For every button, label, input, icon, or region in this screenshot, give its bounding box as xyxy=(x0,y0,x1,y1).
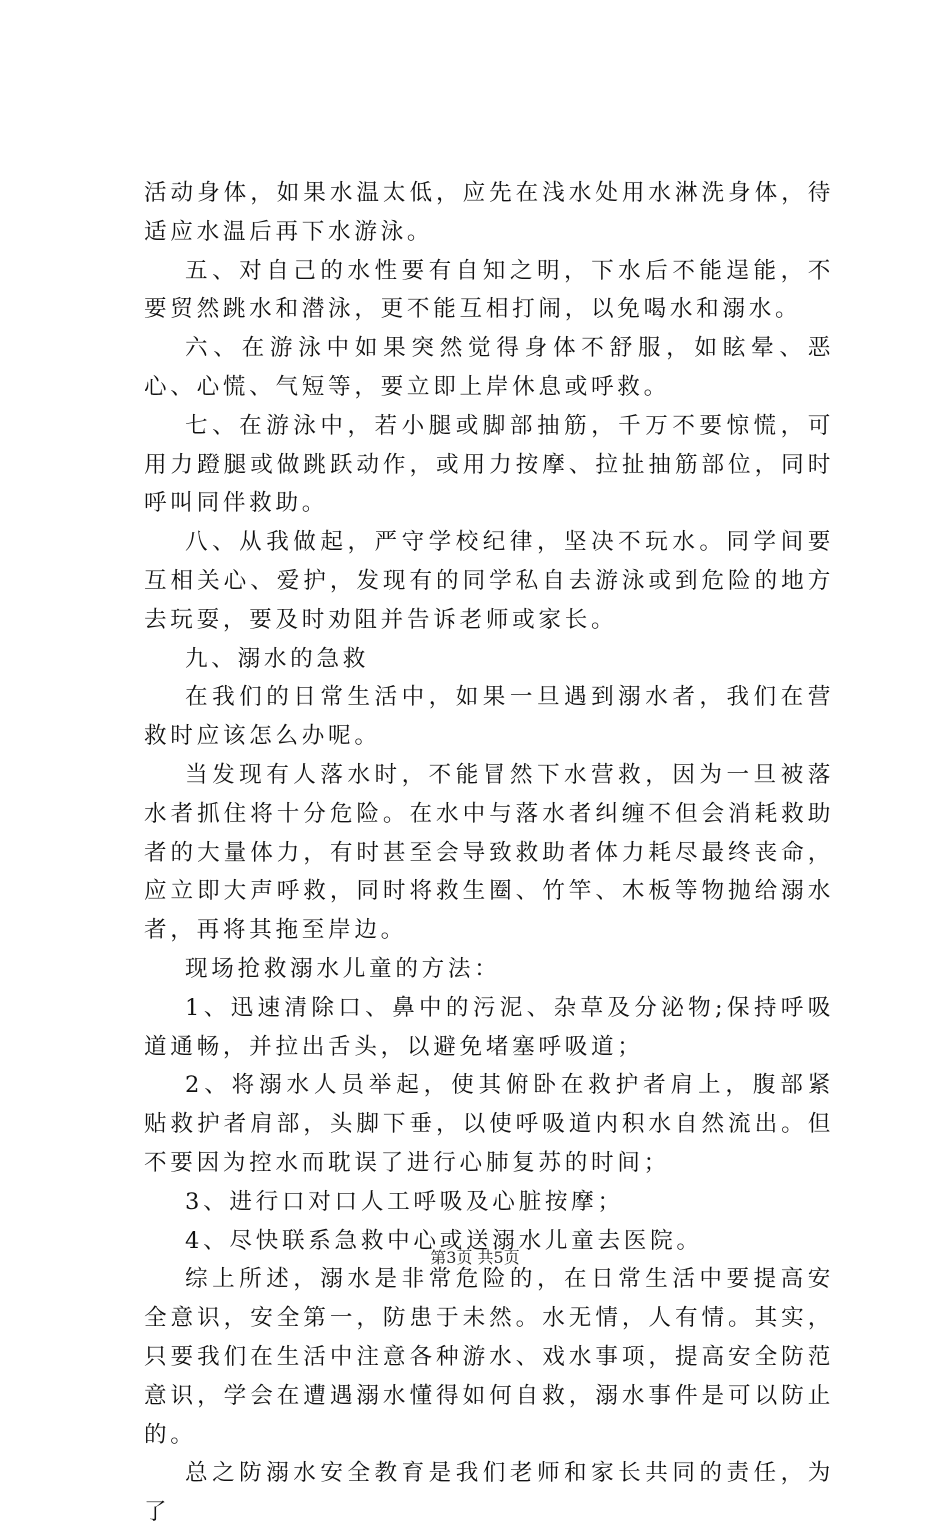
page-number-label: 第3页 共5页 xyxy=(430,1248,520,1267)
paragraph-summary: 综上所述，溺水是非常危险的，在日常生活中要提高安全意识，安全第一，防患于未然。水无情，人有情。其实，只要我们在生活中注意各种游水、戏水事项，提高安全防范意识，学会在遭遇溺水懂得如何自救，溺水事件是可以防止的。 xyxy=(144,1266,834,1448)
list-item-3: 3、进行口对口人工呼吸及心脏按摩； xyxy=(185,1188,624,1215)
list-item-2: 2、将溺水人员举起，使其俯卧在救护者肩上，腹部紧贴救护者肩部，头脚下垂，以使呼吸道内积水自然流出。但不要因为控水而耽误了进行心肺复苏的时间； xyxy=(144,1072,834,1176)
paragraph-item-6: 六、在游泳中如果突然觉得身体不舒服，如眩晕、恶心、心慌、气短等，要立即上岸休息或呼救。 xyxy=(144,335,834,400)
section-heading-first-aid: 九、溺水的急救 xyxy=(185,645,370,672)
paragraph-rescue-advice: 当发现有人落水时，不能冒然下水营救，因为一旦被落水者抓住将十分危险。在水中与落水者纠缠不但会消耗救助者的大量体力，有时甚至会导致救助者体力耗尽最终丧命，应立即大声呼救，同时将救生圈、竹竿、木板等物抛给溺水者，再将其拖至岸边。 xyxy=(144,761,834,944)
paragraph-item-8: 八、从我做起，严守学校纪律，坚决不玩水。同学间要互相关心、爱护，发现有的同学私自去游泳或到危险的地方去玩耍，要及时劝阻并告诉老师或家长。 xyxy=(144,529,834,633)
paragraph-item-7: 七、在游泳中，若小腿或脚部抽筋，千万不要惊慌，可用力蹬腿或做跳跃动作，或用力按摩、拉扯抽筋部位，同时呼叫同伴救助。 xyxy=(144,412,834,517)
paragraph-continuation: 活动身体，如果水温太低，应先在浅水处用水淋洗身体，待适应水温后再下水游泳。 xyxy=(144,180,834,245)
list-item-4: 4、尽快联系急救中心或送溺水儿童去医院。 xyxy=(185,1227,703,1254)
paragraph-intro-rescue: 在我们的日常生活中，如果一旦遇到溺水者，我们在营救时应该怎么办呢。 xyxy=(144,684,834,750)
paragraph-method-heading: 现场抢救溺水儿童的方法： xyxy=(185,955,501,982)
paragraph-item-5: 五、对自己的水性要有自知之明，下水后不能逞能，不要贸然跳水和潜泳，更不能互相打闹，以免喝水和溺水。 xyxy=(144,257,834,323)
list-item-1: 1、迅速清除口、鼻中的污泥、杂草及分泌物;保持呼吸道通畅，并拉出舌头，以避免堵塞呼吸道； xyxy=(144,994,834,1060)
paragraph-conclusion: 总之防溺水安全教育是我们老师和家长共同的责任，为了 xyxy=(144,1460,834,1526)
page-footer xyxy=(0,1245,950,1268)
document-body xyxy=(144,174,834,1532)
